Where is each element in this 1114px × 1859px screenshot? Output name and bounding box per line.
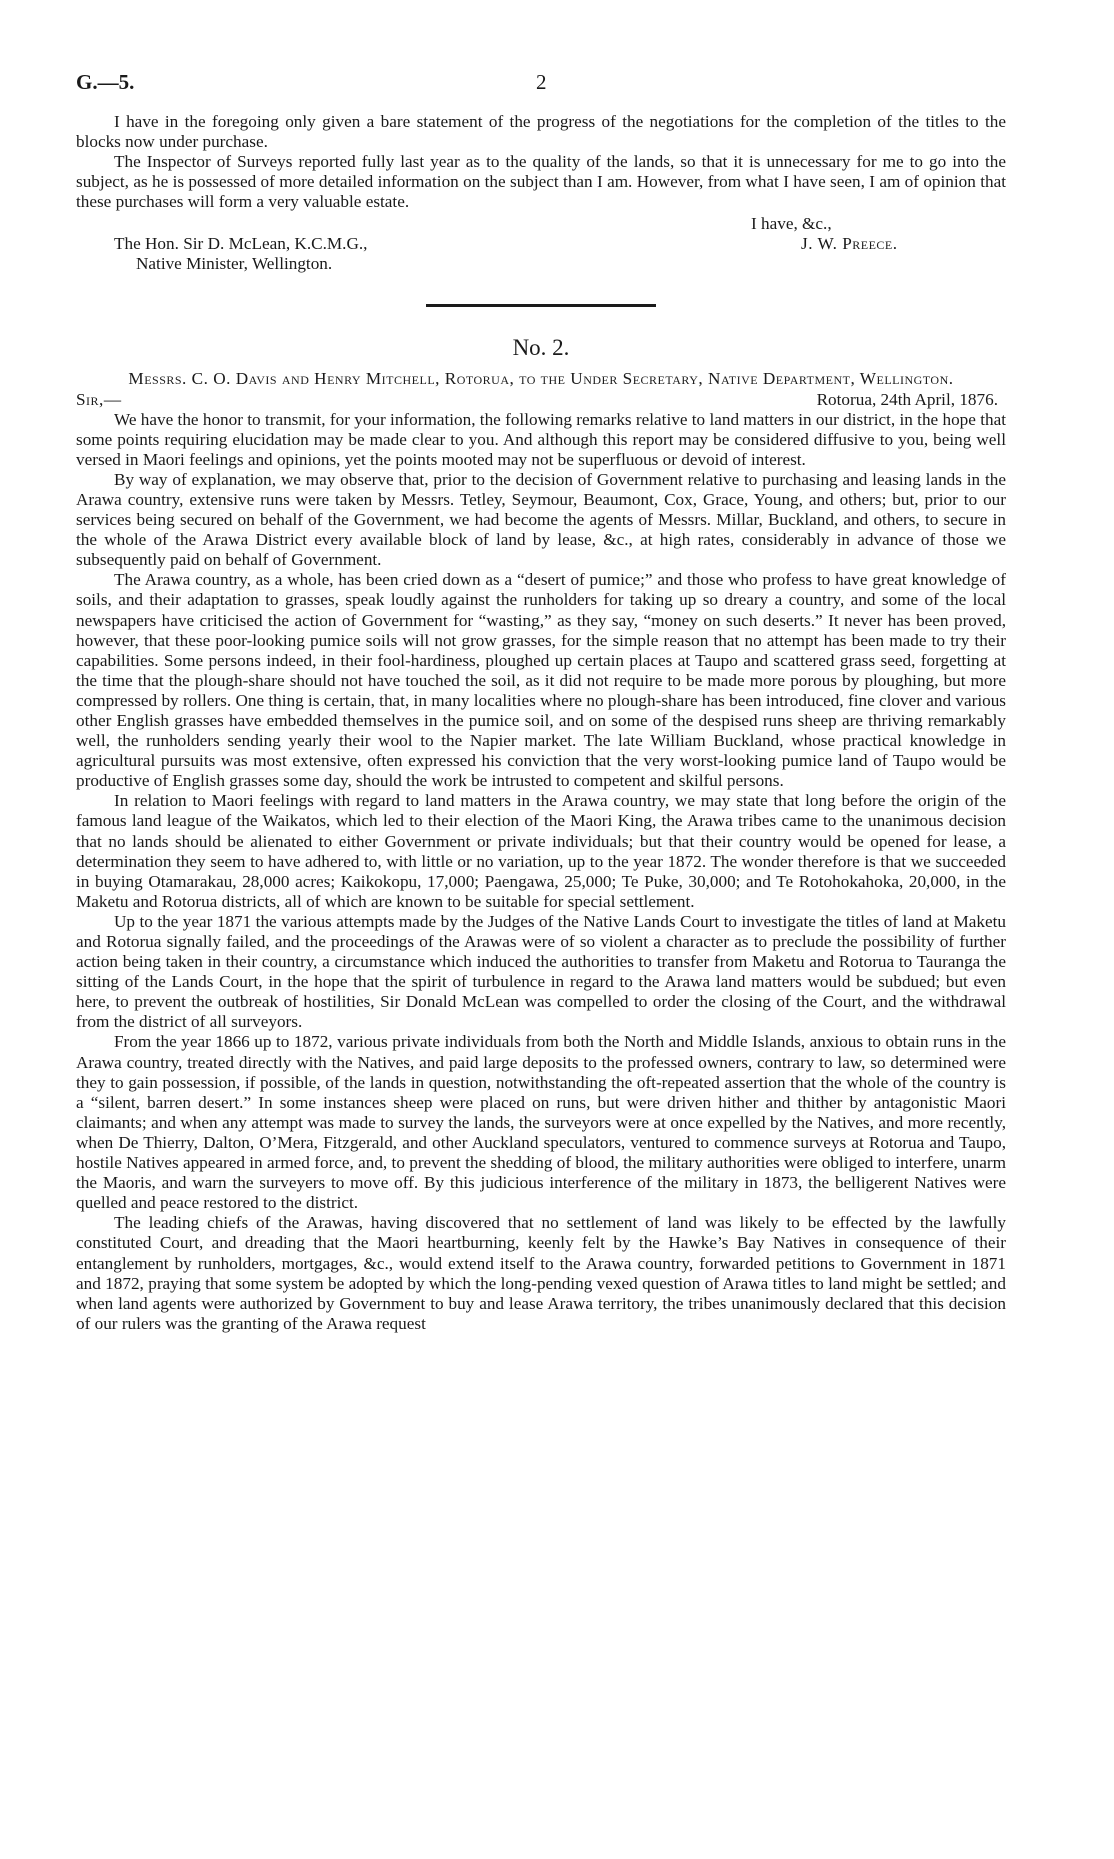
- section-divider: [426, 304, 656, 307]
- paragraph: Up to the year 1871 the various attempts made by the Judges of the Native Lands Court to investigate the titles of land at Maketu and Rotorua signally failed, and the proceedings of the Arawas were of so violent a character as to preclude the possibility of further action being taken in their country, a circumstance which induced the authorities to transfer from Maketu and Rotorua to Tauranga the sitting of the Lands Court, in the hope that the spirit of turbulence in regard to the Arawa land matters would be subdued; but even here, to prevent the outbreak of hostilities, Sir Donald McLean was compelled to order the closing of the Court, and the withdrawal from the district of all surveyors.: [76, 911, 1006, 1032]
- paragraph: The Inspector of Surveys reported fully last year as to the quality of the lands, so that it is unnecessary for me to go into the subject, as he is possessed of more detailed information on the subject than I am. However, from what I have seen, I am of opinion that these purchases will form a very valuable estate.: [76, 152, 1006, 212]
- addressee-title: Native Minister, Wellington.: [136, 254, 333, 274]
- paragraph: We have the honor to transmit, for your information, the following remarks relative to land matters in our district, in the hope that some points requiring elucidation may be made clear to you. And although this report may be considered diffusive to you, being well versed in Maori feelings and opinions, yet the points mooted may not be superfluous or devoid of interest.: [76, 409, 1006, 469]
- letter-1-closing: [76, 214, 1006, 274]
- paragraph: From the year 1866 up to 1872, various private individuals from both the North and Middle Islands, anxious to obtain runs in the Arawa country, treated directly with the Natives, and paid large deposits to the professed owners, contrary to law, so determined were they to gain possession, if possible, of the lands in question, notwithstanding the oft-repeated assertion that the whole of the country is a “silent, barren desert.” In some instances sheep were placed on runs, but were driven hither and thither by antagonistic Maori claimants; and when any attempt was made to survey the lands, the surveyors were at once expelled by the Natives, and more recently, when De Thierry, Dalton, O’Mera, Fitzgerald, and other Auckland speculators, ventured to commence surveys at Rotorua and Taupo, hostile Natives appeared in armed force, and, to prevent the shedding of blood, the military authorities were obliged to interfere, unarm the Maoris, and warn the surveyers to move off. By this judicious interference of the military in 1873, the belligerent Natives were quelled and peace restored to the district.: [76, 1032, 1006, 1213]
- document-reference: G.—5.: [76, 70, 135, 94]
- page-header: [76, 72, 1006, 112]
- document-number: No. 2.: [512, 335, 570, 361]
- paragraph: I have in the foregoing only given a bare statement of the progress of the negotiations for the completion of the titles to the blocks now under purchase.: [76, 112, 1006, 152]
- paragraph: By way of explanation, we may observe that, prior to the decision of Government relative to purchasing and leasing lands in the Arawa country, extensive runs were taken by Messrs. Tetley, Seymour, Beaumont, Cox, Grace, Young, and others; but, prior to our services being secured on behalf of the Government, we had become the agents of Messrs. Millar, Buckland, and others, to secure in the whole of the Arawa District every available block of land by lease, &c., at high rates, considerably in advance of those we subsequently paid on behalf of Government.: [76, 469, 1006, 570]
- letter-1-body: [76, 112, 1006, 212]
- signature: J. W. Preece.: [801, 234, 898, 254]
- page-number: 2: [536, 70, 547, 94]
- paragraph: The Arawa country, as a whole, has been cried down as a “desert of pumice;” and those who profess to have great knowledge of soils, and their adaptation to grasses, speak loudly against the runholders for taking up so dreary a country, and some of the local newspapers have criticised the action of Government for “wasting,” as they say, “money on such deserts.” It never has been proved, however, that these poor-looking pumice soils will not grow grasses, for the simple reason that no attempt has been made to try their capabilities. Some persons indeed, in their fool-hardiness, ploughed up certain places at Taupo and scattered grass seed, forgetting at the time that the plough-share should not have touched the soil, as it did not require to be made more porous by ploughing, but more compressed by rollers. One thing is certain, that, in many localities where no plough-share has been introduced, fine clover and various other English grasses have embedded themselves in the pumice soil, and on some of the despised runs sheep are thriving remarkably well, the runholders sending yearly their wool to the Napier market. The late William Buckland, whose practical knowledge in agricultural pursuits was most extensive, often expressed his conviction that the very worst-looking pumice land of Taupo would be productive of English grasses some day, should the work be intrusted to competent and skilful persons.: [76, 570, 1006, 791]
- letter-2-body: [76, 410, 1006, 1334]
- paragraph: In relation to Maori feelings with regard to land matters in the Arawa country, we may state that long before the origin of the famous land league of the Waikatos, which led to their election of the Maori King, the Arawa tribes came to the unanimous decision that no lands should be alienated to either Government or private individuals; but that their country would be opened for lease, a determination they seem to have adhered to, with little or no variation, up to the year 1872. The wonder therefore is that we succeeded in buying Otamarakau, 28,000 acres; Kaikokopu, 17,000; Paengawa, 25,000; Te Puke, 30,000; and Te Rotohokahoka, 20,000, in the Maketu and Rotorua districts, all of which are known to be suitable for special settlement.: [76, 791, 1006, 911]
- salutation-row: [76, 390, 1006, 410]
- letter-heading: Messrs. C. O. Davis and Henry Mitchell, Rotorua, to the Under Secretary, Native Department, Wellington.: [128, 369, 954, 389]
- valediction: I have, &c.,: [751, 214, 832, 234]
- letter-date: Rotorua, 24th April, 1876.: [816, 389, 998, 409]
- paragraph: The leading chiefs of the Arawas, having discovered that no settlement of land was likely to be effected by the lawfully constituted Court, and dreading that the Maori heartburning, keenly felt by the Hawke’s Bay Natives in consequence of their entanglement by runholders, mortgages, &c., would extend itself to the Arawa country, forwarded petitions to Government in 1871 and 1872, praying that some system be adopted by which the long-pending vexed question of Arawa titles to land might be settled; and when land agents were authorized by Government to buy and lease Arawa territory, the tribes unanimously declared that this decision of our rulers was the granting of the Arawa request: [76, 1213, 1006, 1333]
- addressee-name: The Hon. Sir D. McLean, K.C.M.G.,: [114, 234, 368, 254]
- salutation: Sir,—: [76, 389, 122, 409]
